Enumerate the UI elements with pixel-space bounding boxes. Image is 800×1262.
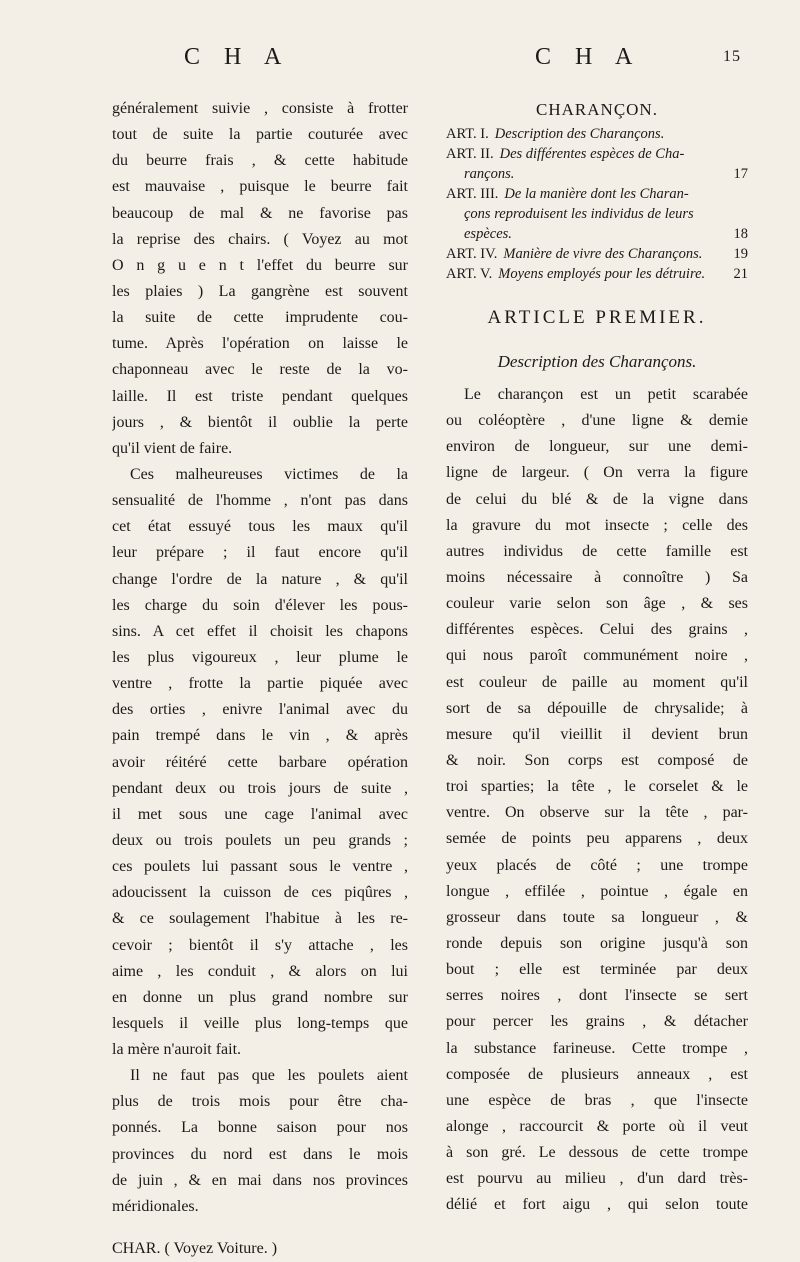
toc-article-text: Moyens employés pour les détruire. — [498, 266, 706, 282]
text-line: la mère n'auroit fait. — [112, 1041, 242, 1059]
toc-article-text: Description des Charançons. — [494, 126, 665, 142]
cross-reference: CHAR. ( Voyez Voiture. ) — [112, 1240, 278, 1258]
text-line: semée de points peu apparens , deux — [446, 830, 748, 848]
toc-article-text: espèces. — [464, 226, 512, 242]
text-line: deux ou trois poulets un peu grands ; — [112, 831, 408, 849]
text-line: est couleur de paille au moment qu'il — [446, 673, 748, 691]
text-line: les charge du soin d'élever les pous- — [112, 596, 408, 614]
page-number: 15 — [723, 48, 741, 65]
text-line: yeux placés de côté ; une trompe — [446, 856, 748, 874]
toc-entry-text — [446, 224, 512, 244]
toc-entry-text — [446, 244, 702, 264]
text-line: jours , & bientôt il oublie la perte — [112, 413, 408, 431]
toc-entry — [446, 164, 748, 184]
text-line: ou coléoptère , d'une ligne & demie — [446, 412, 748, 430]
toc-entry-text — [446, 124, 664, 144]
toc-article-text: De la manière dont les Charan- — [504, 186, 689, 202]
text-line: du beurre frais , & cette habitude — [112, 152, 408, 170]
toc-article-label: ART. III. — [446, 186, 499, 202]
text-line: une espèce de bras , que l'insecte — [446, 1091, 748, 1109]
text-line: ces poulets lui passant sous le ventre , — [112, 858, 408, 876]
text-line: la suite de cette imprudente cou- — [112, 309, 408, 327]
text-line: généralement suivie , consiste à frotter — [112, 100, 408, 117]
right-column — [446, 96, 748, 1219]
toc-article-label: ART. II. — [446, 146, 494, 162]
text-line: longue , effilée , pointue , égale en — [446, 882, 748, 900]
text-line: la substance farineuse. Cette trompe , — [446, 1039, 748, 1057]
text-line: qu'il vient de faire. — [112, 439, 233, 457]
text-line: différentes espèces. Celui des grains , — [446, 621, 748, 639]
article-title: CHARANÇON. — [536, 100, 658, 119]
text-line: lesquels il veille plus long-temps que — [112, 1014, 408, 1032]
text-line: les plus vigoureux , leur plume le — [112, 648, 408, 666]
toc-article-label: ART. V. — [446, 266, 493, 282]
running-head-right: C H A — [535, 44, 642, 70]
text-line: sort de sa dépouille de chrysalide; à — [446, 699, 748, 717]
toc-entry-text — [446, 164, 514, 184]
running-head-left: C H A — [184, 44, 291, 70]
toc-entry-text — [446, 184, 689, 204]
text-line: & ce soulagement l'habitue à les re- — [112, 910, 408, 928]
toc-entry-text — [446, 204, 694, 224]
text-line: ligne de largeur. ( On verra la figure — [446, 464, 748, 482]
text-line: est pourvu au milieu , d'un dard très- — [446, 1170, 748, 1188]
section-subheading: Description des Charançons. — [497, 352, 697, 371]
text-line: & noir. Son corps est composé de — [446, 751, 748, 769]
text-line: cevoir ; bientôt il s'y attache , les — [112, 936, 408, 954]
text-line: composée de plusieurs anneaux , est — [446, 1065, 748, 1083]
toc-article-label: ART. I. — [446, 126, 489, 142]
toc-article-text: Des différentes espèces de Cha- — [499, 146, 685, 162]
text-line: des orties , enivre l'animal avec du — [112, 701, 408, 719]
toc-entry — [446, 124, 748, 144]
toc-entry — [446, 224, 748, 244]
text-line: avoir réitéré cette barbare opération — [112, 753, 408, 771]
text-line: en donne un plus grand nombre sur — [112, 988, 408, 1006]
toc-entry — [446, 244, 748, 264]
text-line: laille. Il est triste pendant quelques — [112, 387, 408, 405]
text-line: mesure qu'il vieillit il devient brun — [446, 725, 748, 743]
left-column — [112, 96, 408, 1262]
text-line: grosseur dans toute sa longueur , & — [446, 908, 748, 926]
text-line: plus de trois mois pour être cha- — [112, 1093, 408, 1111]
text-line: troi sparties; la tête , le corselet & le — [446, 778, 748, 796]
text-line: ponnés. La bonne saison pour nos — [112, 1119, 408, 1137]
text-line: la gravure du mot insecte ; celle des — [446, 516, 748, 534]
text-line: sins. A cet effet il choisit les chapons — [112, 622, 408, 640]
text-line: tume. Après l'opération on laisse le — [112, 335, 408, 353]
text-line: leur prépare ; il faut encore qu'il — [112, 544, 408, 562]
text-line: de celui du blé & de la vigne dans — [446, 490, 748, 508]
text-line: O n g u e n t l'effet du beurre sur — [112, 256, 408, 274]
text-line: tout de suite la partie couturée avec — [112, 126, 408, 144]
text-line: sensualité de l'homme , n'ont pas dans — [112, 492, 408, 510]
text-line: pour percer les grains , & détacher — [446, 1013, 748, 1031]
toc-entry — [446, 204, 748, 224]
toc-entry — [446, 184, 748, 204]
text-line: bout ; elle est terminée par deux — [446, 961, 748, 979]
toc-page-number: 19 — [733, 246, 748, 262]
text-line: qui nous paroît communément noire , — [446, 647, 748, 665]
toc-entry-text — [446, 144, 684, 164]
text-line: délié et fort aigu , qui selon toute — [446, 1196, 748, 1214]
text-line: à son gré. Le dessous de cette trompe — [446, 1144, 748, 1162]
text-line: ventre , frotte la partie piquée avec — [112, 675, 408, 693]
text-line: est mauvaise , puisque le beurre fait — [112, 178, 408, 196]
text-line: ventre. On observe sur la tête , par- — [446, 804, 748, 822]
text-line: alonge , raccourcit & porte où il veut — [446, 1117, 748, 1135]
text-line: Il ne faut pas que les poulets aient — [130, 1067, 408, 1085]
text-line: la reprise des chairs. ( Voyez au mot — [112, 230, 408, 248]
text-line: aime , les conduit , & alors on lui — [112, 962, 408, 980]
text-line: il met sous une cage l'animal avec — [112, 805, 408, 823]
toc-article-text: rançons. — [464, 166, 515, 182]
text-line: provinces du nord est dans le mois — [112, 1145, 408, 1163]
text-line: Le charançon est un petit scarabée — [464, 386, 748, 403]
toc-article-label: ART. IV. — [446, 246, 498, 262]
text-line: chaponneau avec le reste de la vo- — [112, 361, 408, 379]
article-heading: ARTICLE PREMIER. — [487, 307, 707, 328]
text-line: serres noires , dont l'insecte se sert — [446, 987, 748, 1005]
toc-page-number: 21 — [733, 266, 748, 282]
text-line: cet état essuyé tous les maux qu'il — [112, 518, 408, 536]
toc-entry — [446, 264, 748, 284]
toc-article-text: Manière de vivre des Charançons. — [503, 246, 703, 262]
text-line: beaucoup de mal & ne favorise pas — [112, 204, 408, 222]
text-line: Ces malheureuses victimes de la — [130, 465, 408, 483]
toc-entry — [446, 144, 748, 164]
toc-entry-text — [446, 264, 705, 284]
text-line: de juin , & en mai dans nos provinces — [112, 1171, 408, 1189]
text-line: couleur varie selon son âge , & ses — [446, 595, 748, 613]
text-line: pendant deux ou trois jours de suite , — [112, 779, 408, 797]
text-line: pain trempé dans le vin , & après — [112, 727, 408, 745]
text-line: méridionales. — [112, 1197, 199, 1215]
table-of-contents — [446, 124, 748, 284]
text-line: change l'ordre de la nature , & qu'il — [112, 570, 408, 588]
text-line: autres individus de cette famille est — [446, 542, 748, 560]
toc-page-number: 18 — [733, 226, 748, 242]
toc-page-number: 17 — [733, 166, 748, 182]
toc-article-text: çons reproduisent les individus de leurs — [464, 206, 694, 222]
text-line: ronde depuis son origine jusqu'à son — [446, 934, 748, 952]
text-line: moins nécessaire à connoître ) Sa — [446, 568, 748, 586]
text-line: adoucissent la cuisson de ces piqûres , — [112, 884, 408, 902]
text-line: environ de longueur, sur une demi- — [446, 438, 748, 456]
text-line: les plaies ) La gangrène est souvent — [112, 282, 408, 300]
